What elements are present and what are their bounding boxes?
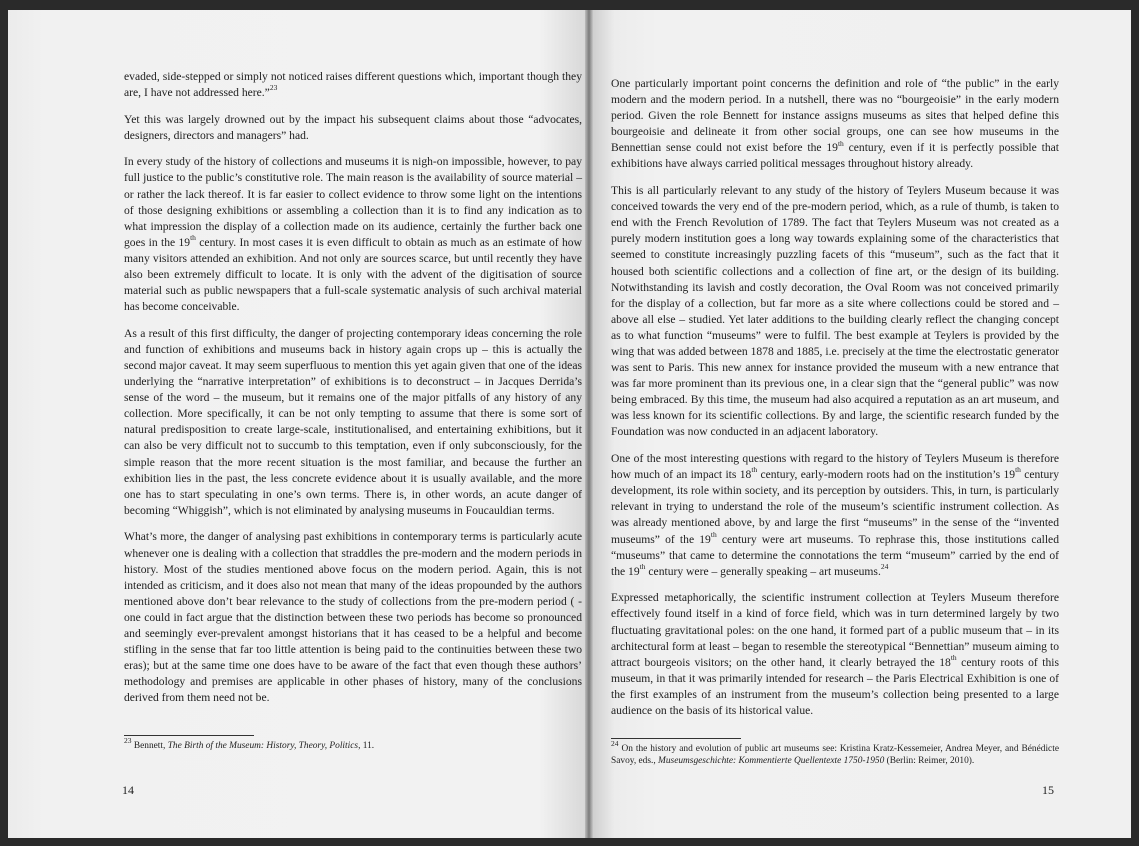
paragraph: In every study of the history of collections and museums it is nigh-on impossible, however, to pay full justice to the public’s constitutive role. The main reason is the availability of source material – or rather the lack thereof. It is far easier to collect evidence to throw some light on the intentions of those designing exhibitions or assembling a collection than it is to find any indication as to what impression the display of a collection made on its audience, certainly the further back one goes in the 19th century. In most cases it is even difficult to obtain as much as an estimate of how many visitors attended an exhibition. And not only are sources scarce, but until recently they have also been extremely difficult to locate. It is only with the advent of the digitisation of source material such as public newspapers that a full-scale systematic analysis of such archival material has become conceivable. [124, 155, 582, 314]
footnote-reference: 24 [880, 561, 889, 571]
left-footnote: $^{23}$ Bennett, The Birth of the Museum: History, Theory, Politics, 11. [124, 735, 375, 751]
footnote-reference: 23 [269, 83, 278, 93]
page-number: 14 [122, 783, 134, 797]
paragraph: Expressed metaphorically, the scientific instrument collection at Teylers Museum therefore effectively found itself in a kind of force field, which was in turn determined largely by two fluctuating gravitational poles: on the one hand, it formed part of a public museum that – in its architectural form at least – began to resemble the stereotypical “Bennettian” museum aiming to attract bourgeois visitors; on the other hand, it clearly betrayed the 18th century roots of this museum, in that it was primarily intended for research – the Paris Electrical Exhibition is one of the first examples of an instrument from the museum’s collection being presented to a large audience on the basis of its historical value. [611, 591, 1059, 717]
paragraph: One particularly important point concerns the definition and role of “the public” in the early modern and the modern period. In a nutshell, there was no “bourgeoisie” in the early modern period. Given the role Bennett for instance assigns museums as sites that helped define this bourgeoisie and delineate it from other social groups, one can see how museums in the Bennettian sense could not exist before the 19th century, even if it is perfectly possible that exhibitions have always carried political messages throughout history already. [611, 77, 1059, 171]
left-body-text [124, 69, 582, 717]
paragraph: What’s more, the danger of analysing past exhibitions in contemporary terms is particularly acute whenever one is dealing with a collection that straddles the pre-modern and the modern periods in history. Most of the studies mentioned above focus on the modern period. Again, this is not intended as criticism, and it does also not mean that many of the ideas propounded by the authors mentioned above don’t bear relevance to the study of collections from the pre-modern period ( - one could in fact argue that the distinction between these two periods has become so pronounced and seemingly ever-prevalent amongst historians that it has ceased to be a helpful and become stifling in the sense that far too little attention is being paid to the continuities between these two eras); but at the same time one does have to be aware of the fact that even though these authors’ methodology and premises are applicable in other phases of history, many of the conclusions derived from them need not be. [124, 530, 582, 705]
footnote-rule [124, 735, 254, 736]
right-footnote: $^{24}$ On the history and evolution of public art museums see: Kristina Kratz-Kessemeier, Andrea Meyer, and Bénédicte Savoy, eds., Museumsgeschichte: Kommentierte Quellentexte 1750-1950 (Berlin: Reimer, 2010). [611, 738, 1059, 766]
right-body-text [611, 76, 1059, 730]
paragraph: One of the most interesting questions with regard to the history of Teylers Museum is therefore how much of an impact its 18th century, early-modern roots had on the institution’s 19th century development, its role within society, and its perception by outsiders. This, in turn, is particularly relevant in trying to understand the role of the museum’s scientific instrument collection. As was already mentioned above, by and large the first “museums” in the sense of the “invented museums” of the 19th century were art museums. To rephrase this, those institutions called “museums” that came to determine the connotations the term “museum” carried by the end of the 19th century were – generally speaking – art museums.$^{24}$ [611, 452, 1059, 578]
paragraph: Yet this was largely drowned out by the impact his subsequent claims about those “advocates, designers, directors and managers” had. [124, 112, 582, 142]
paragraph: evaded, side-stepped or simply not noticed raises different questions which, important though they are, I have not addressed here.”$^{23}$ [124, 70, 582, 100]
right-page [593, 10, 1131, 838]
book-gutter [585, 10, 593, 838]
page-number: 15 [1042, 783, 1054, 797]
footnote-rule [611, 738, 741, 739]
left-page [8, 10, 585, 838]
paragraph: This is all particularly relevant to any study of the history of Teylers Museum because it was conceived towards the very end of the pre-modern period, which, as a rule of thumb, is taken to end with the French Revolution of 1789. The fact that Teylers Museum was not created as a purely modern institution goes a long way towards explaining some of the characteristics that seemed to constitute increasingly puzzling facets of this “museum”, such as the fact that it housed both scientific collections and a collection of fine art, or the design of its building. Notwithstanding its lavish and costly decoration, the Oval Room was not conceived primarily for the display of a collection, but far more as a site where collections could be stored and – above all else – studied. Yet later additions to the building clearly reflect the changing concept as to what function “museums” were to fulfil. The best example at Teylers is provided by the wing that was added between 1878 and 1885, i.e. precisely at the time the electrostatic generator was sent to Paris. This new annex for instance provided the museum with a new entrance that was far more prominent than its previous one, in a clear sign that the “general public” was now being embraced. By this time, the museum had also acquired a reputation as an art museum, and was less known for its scientific collections. By and large, the scientific research funded by the Foundation was now conducted in an adjacent laboratory. [611, 184, 1059, 439]
paragraph: As a result of this first difficulty, the danger of projecting contemporary ideas concerning the role and function of exhibitions and museums back in history again crops up – this is actually the second major caveat. It may seem superfluous to mention this yet again given that one of the ideas underlying the “narrative interpretation” of exhibitions is to deconstruct – in Jacques Derrida’s sense of the word – the museum, but it remains one of the major pitfalls of any history of any collection. More specifically, it can be not only tempting to assume that there is some sort of natural predisposition to create large-scale, institutionalised, and entertaining exhibitions, but it can also be very difficult not to succumb to this temptation, even if only subconsciously, for the simple reason that the more recent situation is the most familiar, and because the further an exhibition lies in the past, the less concrete evidence about it is usually available, and the more one has to start speculating in one’s own terms. There is, in other words, an acute danger of becoming “Whiggish”, which is not eliminated by analysing museums in Foucauldian terms. [124, 326, 582, 517]
